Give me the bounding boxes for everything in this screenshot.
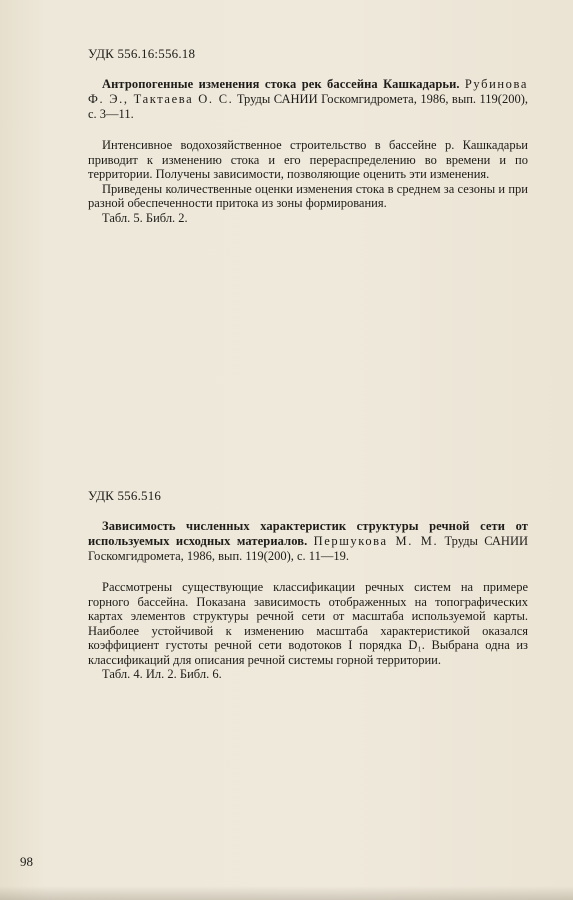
udk-code: УДК 556.16:556.18 bbox=[88, 46, 196, 61]
abstract-paragraph: Приведены количественные оценки изменения стока в среднем за сезоны и при разной обеспеченности притока из зоны формирования. bbox=[88, 181, 528, 210]
abstract-title: Зависимость численных характеристик структуры речной сети от используемых исходных материалов. bbox=[88, 519, 528, 548]
abstract-paragraph: Рассмотрены существующие классификации речных систем на примере горного бассейна. Показана зависимость отображенных на топографических картах элементов структуры речной сети от масштаба используемой карты. Наиболее устойчивой к изменению масштаба характеристикой оказался коэффициент густоты речной сети водотоков I порядка D₁. Выбрана одна из классификаций для описания речной системы горной территории. bbox=[88, 580, 528, 667]
bibliographic-reference bbox=[88, 519, 528, 564]
abstract-2 bbox=[88, 488, 528, 682]
abstract-title: Антропогенные изменения стока рек бассейна Кашкадарьи. bbox=[102, 77, 460, 91]
abstract-authors: Першукова М. М. bbox=[313, 534, 439, 548]
abstract-1 bbox=[88, 46, 528, 226]
abstract-source: Труды САНИИ Госкомгидромета, 1986, вып. 119(200), с. 3—11. bbox=[88, 92, 528, 121]
page-number: 98 bbox=[20, 854, 33, 869]
abstract-tables-note: Табл. 5. Библ. 2. bbox=[102, 210, 188, 225]
abstract-source: Труды САНИИ Госкомгидромета, 1986, вып. 119(200), с. 11—19. bbox=[88, 534, 529, 563]
abstract-paragraph: Интенсивное водохозяйственное строительство в бассейне р. Кашкадарьи приводит к изменению стока и его перераспределению во времени и по территории. Получены зависимости, позволяющие оценить эти изменения. bbox=[88, 138, 528, 181]
page-edge-shadow bbox=[0, 886, 573, 900]
bibliographic-reference bbox=[88, 77, 528, 122]
udk-code: УДК 556.516 bbox=[88, 488, 162, 503]
abstract-tables-note: Табл. 4. Ил. 2. Библ. 6. bbox=[102, 667, 222, 681]
abstract-authors: Рубинова Ф. Э., Тактаева О. С. bbox=[88, 77, 528, 106]
